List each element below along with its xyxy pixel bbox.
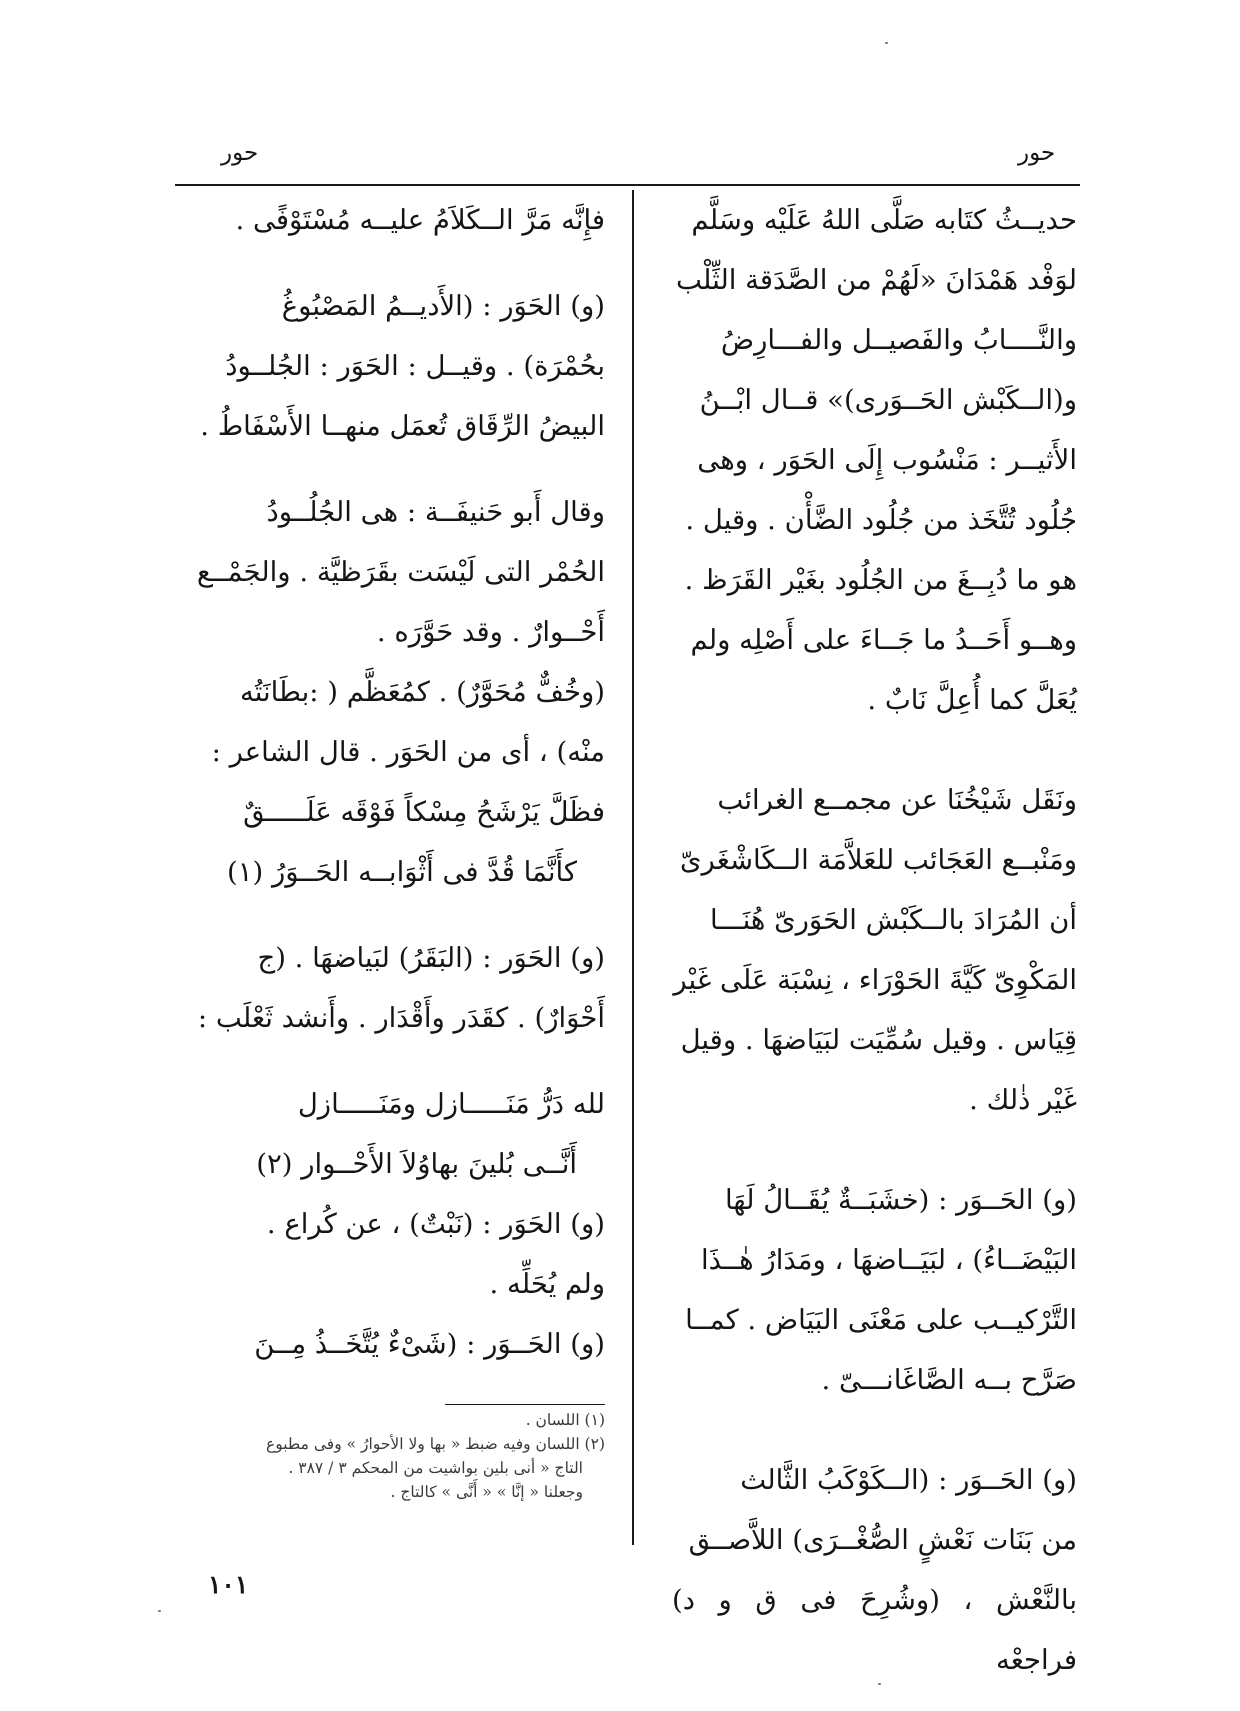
text-line: وقال أَبو حَنيفَــة : هى الجُلُــودُ (266, 496, 605, 528)
entry-paragraph (160, 276, 605, 456)
text-line: أَحْــوارٌ . وقد حَوَّرَه . (376, 616, 605, 648)
text-line: يُعَلَّ كما أُعِلَّ نَابٌ . (867, 684, 1077, 716)
text-line: (و) الحَــوَر : (خشَبَــةٌ يُقَــالُ لَهَا (725, 1184, 1077, 1216)
text-line: الحُمْر التى لَيْسَت بقَرَظيَّة . والجَمْــع (196, 556, 605, 588)
scan-speck (885, 42, 888, 44)
text-line: ولم يُحَلِّه . (489, 1268, 605, 1300)
text-line: من بَنَات نَعْشٍ الصُّغْــرَى) اللاَّصــق (688, 1524, 1077, 1556)
scan-speck (878, 1683, 881, 1685)
scan-speck (158, 1610, 161, 1612)
running-head-left: حور (221, 140, 259, 166)
verse-line: كأَنَّمَا قُدَّ فى أَثْوَابــه الحَــوَرُ (١) (226, 856, 577, 888)
paragraph-gap (160, 250, 605, 276)
entry-paragraph (672, 1170, 1077, 1410)
text-line: المَكْوِىّ كَيَّةَ الحَوْرَاء ، نِسْبَة عَلَى غَيْر (673, 964, 1077, 996)
text-line: (وخُفٌّ مُحَوَّرٌ) . كمُعَظَّم ( :بطَانَتُه (239, 676, 605, 708)
text-line: الأَثيــر : مَنْسُوب إِلَى الحَوَر ، وهى (697, 444, 1077, 476)
entry-paragraph (672, 770, 1077, 1130)
paragraph-gap (672, 1410, 1077, 1450)
left-column (160, 190, 605, 1374)
entry-paragraph (672, 190, 1077, 730)
footnote: (٢) اللسان وفيه ضبط « بها ولا الأحوارُ » وفى مطبوع (266, 1435, 605, 1453)
entry-paragraph (160, 1314, 605, 1374)
entry-paragraph (160, 190, 605, 250)
paragraph-gap (160, 1048, 605, 1074)
text-line: ونَقَل شَيْخُنَا عن مجمــع الغرائب (717, 784, 1077, 816)
text-line: (و) الحَــوَر : (الــكَوْكَبُ الثَّالث (740, 1464, 1077, 1496)
entry-paragraph (160, 662, 605, 782)
text-line: لوَفْد هَمْدَانَ «لَهُمْ من الصَّدَقة الثِّلْب (675, 264, 1077, 296)
column-divider (632, 190, 634, 1545)
footnote-continuation: التاج « أنى بلين بواشيت من المحكم ٣ / ٣٨٧ . (288, 1459, 583, 1477)
text-line: أن المُرَادَ بالــكَبْش الحَوَرىّ هُنَـــا (710, 904, 1077, 936)
verse-line: لله دَرُّ مَنَـــــازل ومَنَـــــازل (297, 1088, 605, 1120)
text-line: فإِنَّه مَرَّ الــكَلاَمُ عليــه مُسْتَوْفًى . (235, 204, 605, 236)
text-line: (و) الحَــوَر : (شَىْءٌ يُتَّخَــذُ مِــنَ (254, 1328, 605, 1360)
text-line: والنَّــــابُ والفَصيــل والفـــارِضُ (720, 324, 1077, 356)
footnote: (١) اللسان . (525, 1411, 605, 1429)
footnote-continuation: وجعلنا « إنَّا » « أَنَّى » كالتاج . (390, 1483, 583, 1501)
text-line: (و) الحَوَر : (نَبْتٌ) ، عن كُراع . (266, 1208, 605, 1240)
verse-line: فظَلَّ يَرْشَحُ مِسْكاً فَوْقَه عَلَـــــقٌ (243, 796, 605, 828)
text-line: البَيْضَــاءُ) ، لبَيَــاضهَا ، ومَدَارُ هٰــذَا (700, 1244, 1077, 1276)
text-line: أَحْوَارٌ) . كقَدَر وأَقْدَار . وأَنشد ثَعْلَب : (197, 1002, 605, 1034)
text-line: (و) الحَوَر : (الأَديــمُ المَصْبُوغُ (281, 290, 605, 322)
text-line: هو ما دُبِــغَ من الجُلُود بغَيْر القَرَظ . (684, 564, 1077, 596)
footnote-rule (445, 1404, 605, 1405)
text-line: (و) الحَوَر : (البَقَرُ) لبَياضهَا . (ج (257, 942, 605, 974)
footnotes (160, 1408, 605, 1504)
entry-paragraph (160, 1194, 605, 1314)
text-line: بالنَّعْش ، (وشُرِحَ فى ق و د) فراجعْه (672, 1584, 1077, 1676)
text-line: حديــثُ كتَابه صَلَّى اللهُ عَلَيْه وسَلَّم (691, 204, 1077, 236)
paragraph-gap (672, 1130, 1077, 1170)
paragraph-gap (160, 456, 605, 482)
text-line: قِيَاس . وقيل سُمِّيَت لبَيَاضهَا . وقيل (680, 1024, 1077, 1056)
header-rule (175, 184, 1080, 186)
verse-line: أَنَّــى بُلينَ بهاوُلاَ الأَحْــوار (٢) (256, 1148, 577, 1180)
text-line: جُلُود تُتَّخَذ من جُلُود الضَّأْن . وقيل . (685, 504, 1077, 536)
poetry-verse (160, 782, 605, 902)
entry-paragraph (672, 1450, 1077, 1690)
running-head-right: حور (1018, 140, 1056, 166)
text-line: منْه) ، أى من الحَوَر . قال الشاعر : (211, 736, 605, 768)
poetry-verse (160, 1074, 605, 1194)
page-number: ١٠١ (208, 1570, 249, 1599)
text-line: التَّرْكيــب على مَعْنَى البَيَاض . كمــا (685, 1304, 1077, 1336)
entry-paragraph (160, 482, 605, 662)
right-column (672, 190, 1077, 1690)
text-line: صَرَّح بــه الصَّاغَانـــىّ . (821, 1364, 1077, 1396)
text-line: بحُمْرَة) . وقيــل : الحَوَر : الجُلــودُ (225, 350, 605, 382)
text-line: غَيْر ذٰلك . (969, 1084, 1077, 1116)
text-line: البيضُ الرِّقَاق تُعمَل منهــا الأَسْفَاطُ . (200, 410, 605, 442)
paragraph-gap (672, 730, 1077, 770)
text-line: و(الــكَبْش الحَــوَرى)» قــال ابْــنُ (699, 384, 1077, 416)
text-line: ومَنْبــع العَجَائب للعَلاَّمَة الــكَاشْغَرىّ (680, 844, 1077, 876)
text-line: وهــو أَحَــدُ ما جَــاءَ على أَصْلِه ولم (690, 624, 1077, 656)
entry-paragraph (160, 928, 605, 1048)
paragraph-gap (160, 902, 605, 928)
